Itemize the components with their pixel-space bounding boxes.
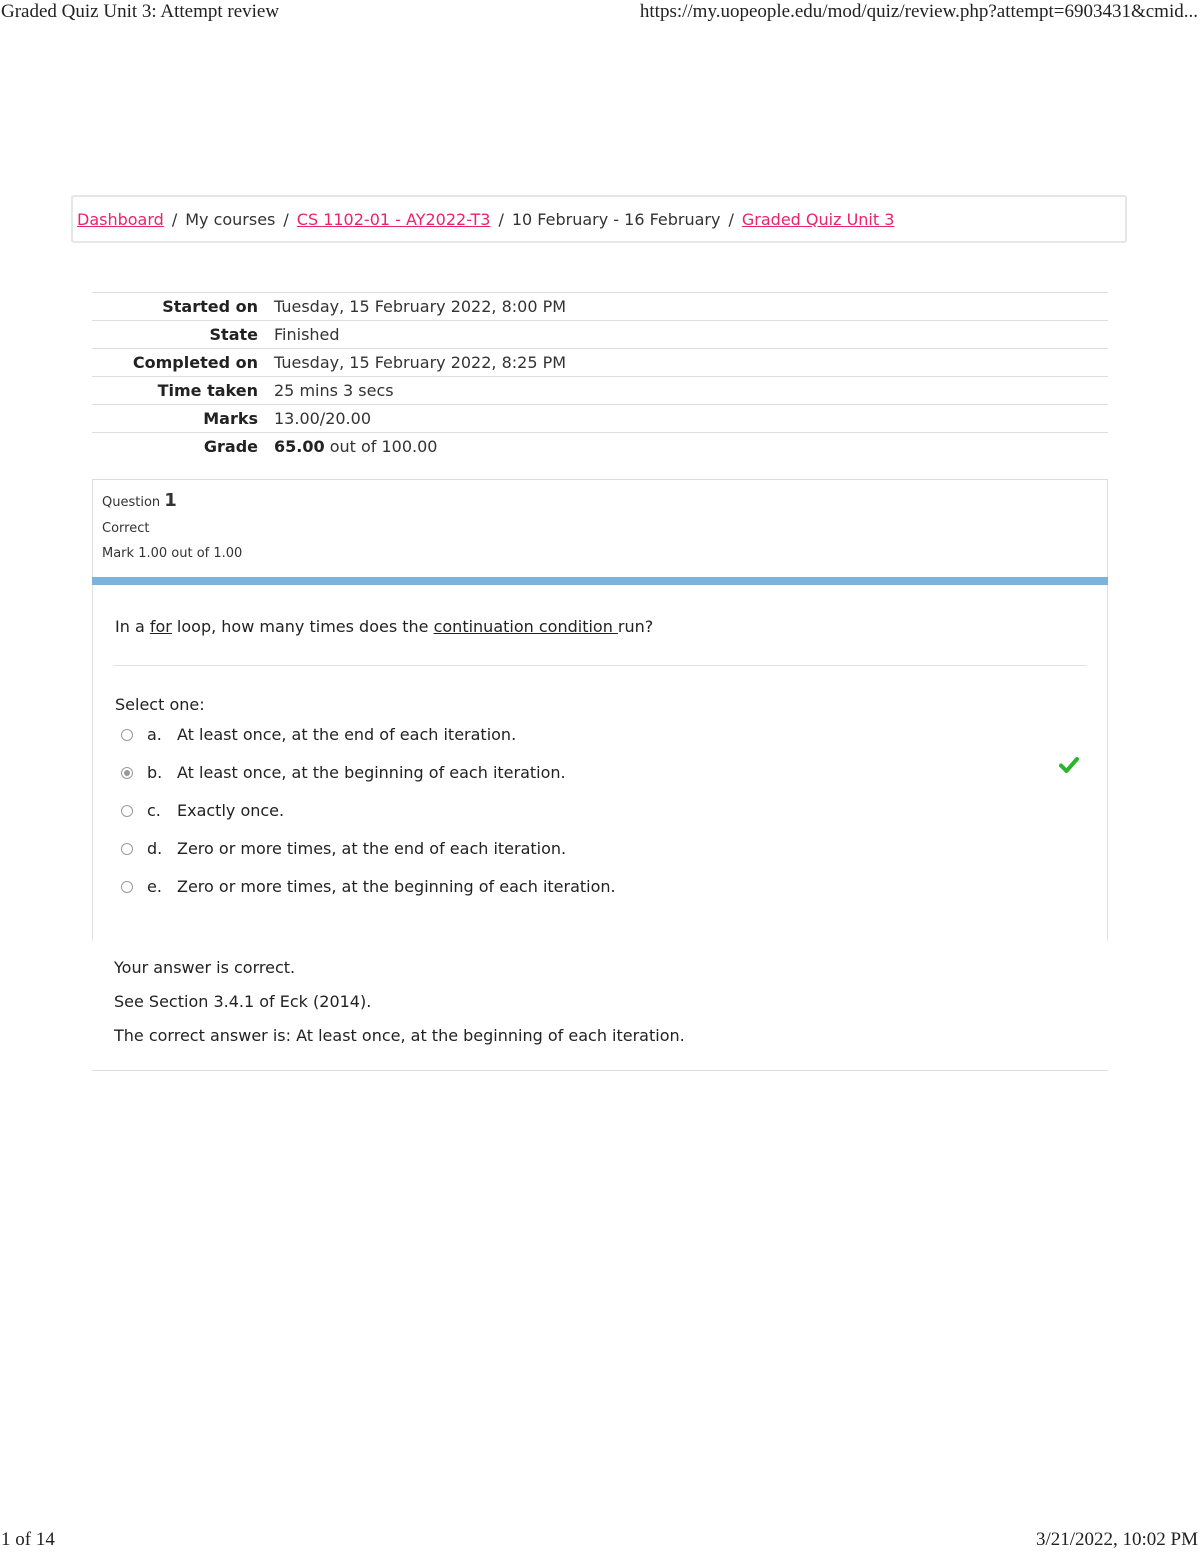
answer-letter: e. <box>147 877 162 896</box>
question-text-prefix: In a <box>115 617 150 636</box>
question-header-bar <box>92 577 1108 585</box>
summary-row-marks <box>92 405 1108 433</box>
question-feedback <box>114 958 685 1060</box>
answer-letter: d. <box>147 839 163 858</box>
answer-letter: c. <box>147 801 161 820</box>
completed-on-value: Tuesday, 15 February 2022, 8:25 PM <box>274 353 567 372</box>
breadcrumb-dashboard-link[interactable]: Dashboard <box>77 209 164 229</box>
answer-text: Exactly once. <box>177 801 285 820</box>
summary-row-time-taken <box>92 377 1108 405</box>
answer-option-b[interactable] <box>121 763 566 782</box>
breadcrumb-quiz-link[interactable]: Graded Quiz Unit 3 <box>741 209 895 229</box>
question-status: Correct <box>102 521 150 536</box>
answer-radio-d[interactable] <box>121 843 133 855</box>
question-number: 1 <box>164 490 177 511</box>
breadcrumb-separator: / <box>283 209 289 229</box>
question-text-condition: continuation condition <box>433 617 618 636</box>
answer-radio-a[interactable] <box>121 729 133 741</box>
breadcrumb-my-courses: My courses <box>185 209 276 229</box>
print-page-url: https://my.uopeople.edu/mod/quiz/review.php?attempt=6903431&cmid... <box>639 1 1198 22</box>
state-label: State <box>209 325 258 344</box>
answer-text: Zero or more times, at the end of each iteration. <box>177 839 567 858</box>
summary-row-completed-on <box>92 349 1108 377</box>
question-info <box>92 479 1108 578</box>
question-number-line <box>102 490 1098 511</box>
marks-label: Marks <box>203 409 258 428</box>
started-on-label: Started on <box>162 297 258 316</box>
answer-letter: a. <box>147 725 162 744</box>
grade-cell <box>274 433 1108 461</box>
print-page-title: Graded Quiz Unit 3: Attempt review <box>1 1 280 22</box>
answer-letter: b. <box>147 763 163 782</box>
print-footer <box>0 1527 1200 1553</box>
attempt-summary-table <box>92 292 1108 461</box>
answer-radio-b[interactable] <box>121 767 133 779</box>
breadcrumb <box>71 195 1127 243</box>
question-text-suffix: run? <box>617 617 654 636</box>
feedback-correct: Your answer is correct. <box>114 958 296 977</box>
grade-suffix: out of 100.00 <box>329 437 438 457</box>
answer-option-c[interactable] <box>121 801 284 820</box>
select-one-prompt: Select one: <box>115 695 205 714</box>
time-taken-value: 25 mins 3 secs <box>274 381 394 400</box>
answer-radio-c[interactable] <box>121 805 133 817</box>
summary-row-state <box>92 321 1108 349</box>
answer-radio-e[interactable] <box>121 881 133 893</box>
question-text-middle: loop, how many times does the <box>171 617 434 636</box>
print-page-number: 1 of 14 <box>1 1529 55 1550</box>
breadcrumb-separator: / <box>498 209 504 229</box>
question-mark: Mark 1.00 out of 1.00 <box>102 546 243 561</box>
answer-option-a[interactable] <box>121 725 516 744</box>
feedback-right-answer: The correct answer is: At least once, at the beginning of each iteration. <box>114 1026 685 1045</box>
summary-row-started-on <box>92 293 1108 321</box>
question-content <box>92 585 1108 941</box>
answer-option-d[interactable] <box>121 839 566 858</box>
state-value: Finished <box>274 325 340 344</box>
answer-option-e[interactable] <box>121 877 616 896</box>
question-bottom-divider <box>92 1070 1108 1071</box>
grade-value: 65.00 <box>274 437 325 457</box>
answer-text: Zero or more times, at the beginning of each iteration. <box>177 877 616 896</box>
started-on-value: Tuesday, 15 February 2022, 8:00 PM <box>274 297 567 316</box>
answer-text: At least once, at the beginning of each iteration. <box>177 763 566 782</box>
question-divider <box>113 665 1087 666</box>
check-icon <box>1059 756 1079 774</box>
summary-row-grade <box>92 433 1108 461</box>
print-datetime: 3/21/2022, 10:02 PM <box>1035 1529 1198 1550</box>
question-label: Question <box>102 495 161 510</box>
grade-label: Grade <box>203 437 258 457</box>
completed-on-label: Completed on <box>132 353 258 372</box>
question-text <box>115 617 653 636</box>
feedback-reference: See Section 3.4.1 of Eck (2014). <box>114 992 372 1011</box>
print-header <box>0 0 1200 26</box>
question-text-for: for <box>149 617 172 636</box>
time-taken-label: Time taken <box>157 381 258 400</box>
breadcrumb-week: 10 February - 16 February <box>511 209 721 229</box>
breadcrumb-separator: / <box>728 209 734 229</box>
breadcrumb-separator: / <box>171 209 178 229</box>
marks-value: 13.00/20.00 <box>274 409 371 428</box>
breadcrumb-course-link[interactable]: CS 1102-01 - AY2022-T3 <box>296 209 491 229</box>
answer-text: At least once, at the end of each iteration. <box>177 725 517 744</box>
